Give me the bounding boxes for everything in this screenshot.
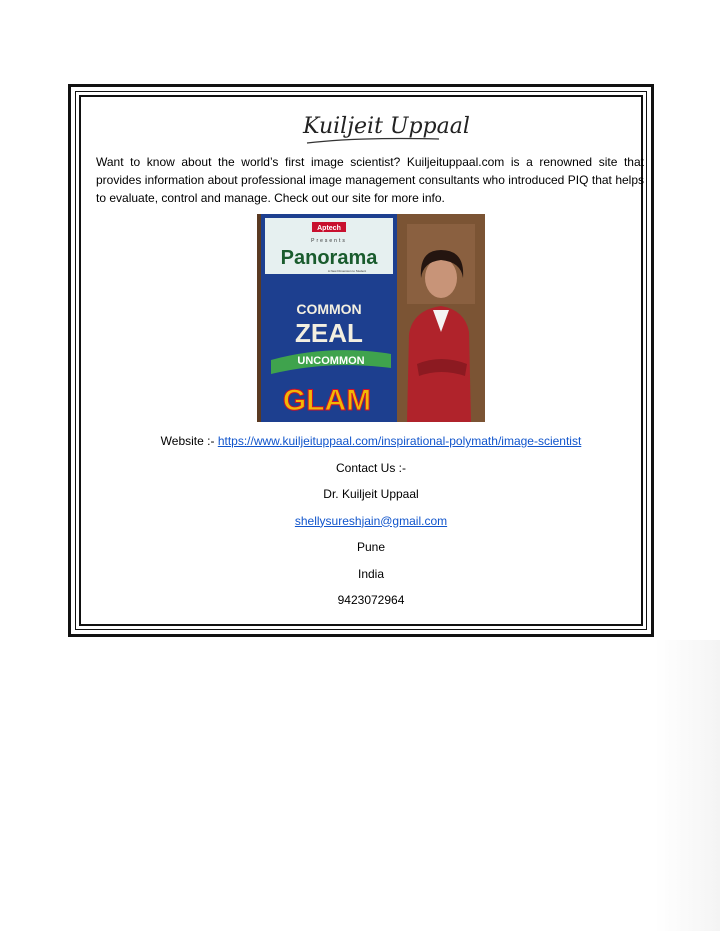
person-face (425, 258, 457, 298)
banner-presents: Presents (311, 238, 347, 244)
contact-country: India (357, 566, 385, 581)
banner-glam: GLAM (282, 384, 372, 417)
website-label: Website :- (160, 434, 215, 448)
banner-zeal: ZEAL (295, 318, 363, 348)
logo-text: Kuiljeit Uppaal (303, 114, 470, 139)
banner-brand: Aptech (317, 225, 341, 232)
frame-content (79, 95, 643, 626)
page-shadow (655, 640, 720, 931)
banner-uncommon: UNCOMMON (297, 355, 365, 367)
document-frame (68, 84, 654, 637)
website-link[interactable]: https://www.kuiljeituppaal.com/inspirational-polymath/image-scientist (217, 434, 582, 448)
logo (299, 109, 470, 149)
contact-name: Dr. Kuiljeit Uppaal (323, 487, 419, 501)
contact-phone: 9423072964 (337, 593, 405, 607)
contact-city: Pune (356, 540, 386, 554)
banner-common: COMMON (296, 301, 362, 317)
website-row (81, 434, 661, 448)
banner-title: Panorama (280, 247, 378, 269)
contact-heading: Contact Us :- (335, 460, 407, 475)
banner-tagline: A New Dimension to Student (327, 269, 367, 273)
intro-paragraph: Want to know about the world’s first image scientist? Kuiljeituppaal.com is a renowned site that provides information about professional image management consultants who introduced PIQ that helps to evaluate, control and manage. Check out our site for more info. (96, 155, 644, 205)
email-link[interactable]: shellysureshjain@gmail.com (294, 513, 448, 528)
logo-underline-swoosh (307, 139, 439, 144)
contact-section (81, 434, 661, 620)
event-photo (257, 214, 485, 422)
